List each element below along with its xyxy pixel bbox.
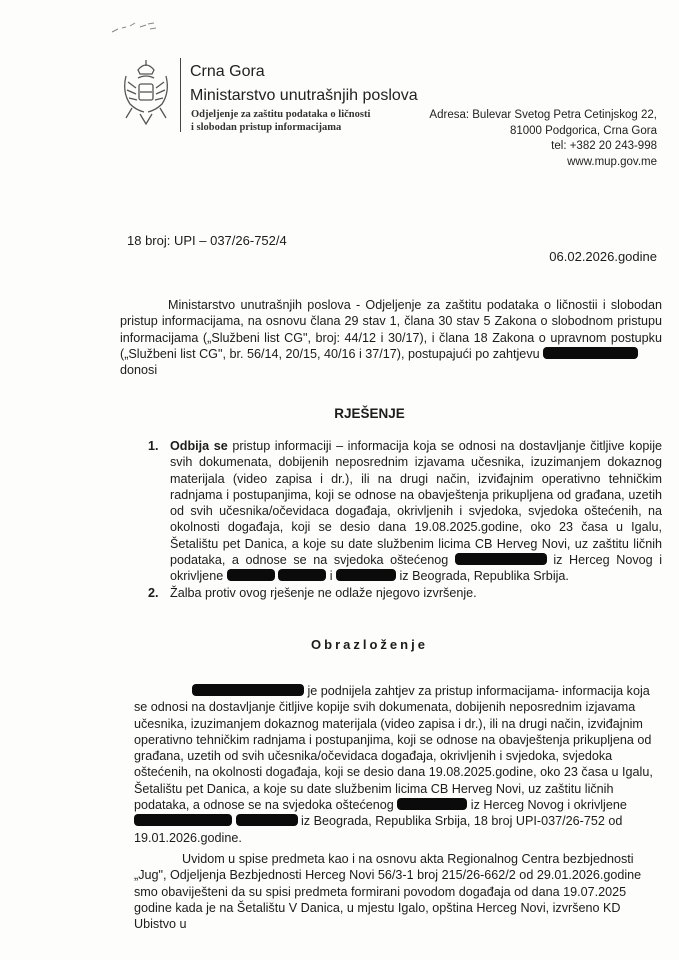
decision-item-1 — [148, 438, 662, 585]
item-text: iz Beograda, Republika Srbija. — [396, 569, 569, 584]
redacted-name — [397, 798, 467, 810]
item-text: iz Herceg Novog i okrivljene — [170, 553, 663, 584]
decision-title: RJEŠENJE — [334, 406, 405, 421]
intro-donosi: donosi — [120, 363, 158, 378]
item-text: Žalba protiv ovog rješenje ne odlaže njegovo izvršenje. — [170, 585, 477, 600]
reasoning-title: Obrazloženje — [311, 637, 428, 652]
item-number: 2. — [148, 585, 159, 600]
reasoning-text: iz Herceg Novog i okrivljene — [467, 798, 627, 813]
item-text: i — [326, 569, 336, 584]
header-divider — [180, 58, 181, 132]
redacted-name — [227, 569, 275, 581]
redacted-name — [543, 347, 638, 359]
redacted-name — [336, 569, 396, 581]
address-line-1: Adresa: Bulevar Svetog Petra Cetinjskog 22, — [429, 109, 657, 121]
pen-scribble-mark — [110, 18, 170, 36]
redacted-name — [236, 814, 298, 826]
redacted-name — [455, 553, 547, 565]
document-date: 06.02.2026.godine — [549, 249, 657, 264]
phone-number: tel: +382 20 243-998 — [551, 140, 657, 152]
redacted-name — [192, 684, 304, 696]
reasoning-text: iz Beograda, Republika Srbija, 18 broj UPI-037/26-752 od 19.01.2026.godine. — [134, 814, 623, 845]
item-number: 1. — [148, 439, 159, 453]
ministry-name: Ministarstvo unutrašnjih poslova — [190, 87, 418, 104]
website-url: www.mup.gov.me — [567, 155, 657, 168]
intro-text: Ministarstvo unutrašnjih poslova - Odjeljenje za zaštitu podataka o ličnostii i slobodan pristup informacijama, na osnovu člana 29 stav 1, člana 30 stav 5 Zakona o slobodnom pristupu informacijama („Službeni list CG", broj: 44/12 i 30/17), i člana 18 Zakona o upravnom postupku („Službeni list CG", br. 56/14, 20/15, 40/16 i 37/17), postupajući po zahtjevu — [120, 298, 662, 361]
reasoning-paragraph-1 — [134, 683, 662, 846]
reasoning-paragraph-2: Uvidom u spise predmeta kao i na osnovu akta Regionalnog Centra bezbjednosti „Jug", Odjeljenja Bezbjednosti Herceg Novi 56/3-1 broj 215/26-662/2 od 29.01.2026.godine smo obaviješteni da su spisi predmeta formirani povodom događaja od dana 19.07.2025 godine kada je na Šetalištu V Danica, u mjestu Igalo, opština Herceg Novi, izvršeno KD Ubistvo u — [134, 852, 642, 932]
reasoning-text: je podnijela zahtjev za pristup informacijama- informacija koja se odnosi na dostavljanje čitljive kopije svih dokumenata, dobijenih neposrednim izjavama učesnika, izuzimanjem dokaznog materijala (video zapisa i dr.), ili na drugi način, izviđajnim operativno tehničkim radnjama i postupanjima, koji se odnose na obavještenja prikupljena od građana, uzetih od svih učesnika/očevidaca događaja, okrivljenih i svjedoka, svjedoka oštećenih, na okolnosti događaja, koji se desio dana 19.08.2025.godine, oko 23 časa u Igalu, Šetalištu pet Danica, a koje su date službenim licima CB Herveg Novi, uz zaštitu ličnih podataka, a odnose se na svjedoka oštećenog — [134, 684, 653, 813]
redacted-name — [134, 814, 232, 826]
decision-list — [148, 438, 662, 601]
item-lead: Odbija se — [170, 439, 228, 453]
reasoning-text — [232, 814, 236, 828]
decision-item-2 — [148, 585, 662, 601]
address-line-2: 81000 Podgorica, Crna Gora — [509, 124, 657, 137]
reference-number: 18 broj: UPI – 037/26-752/4 — [127, 233, 287, 248]
address-block — [429, 108, 657, 170]
department-line-2: i slobodan pristup informacijama — [191, 122, 342, 133]
intro-paragraph — [120, 297, 662, 378]
redacted-name — [278, 569, 326, 581]
item-text: pristup informaciji – informacija koja se odnosi na dostavljanje čitljive kopije svih dokumenata, dobijenih neposrednim izjavama učesnika, izuzimanjem dokaznog materijala (video zapisa i dr.), ili na drugi način, izviđajnim operativno tehničkim radnjama i postupanjima, koji se odnose na obavještenja prikupljena od građana, uzetih od svih učesnika/očevidaca događaja, okrivljenih i svjedoka, svjedoka oštećenih, na okolnosti događaja, koji se desio dana 19.08.2025.godine, oko 23 časa u Igalu, Šetalištu pet Danica, a koje su date službenim licima CB Herveg Novi, uz zaštitu ličnih podataka, a odnose se na svjedoka oštećenog — [170, 439, 662, 568]
department-name — [191, 108, 370, 134]
department-line-1: Odjeljenje za zaštitu podataka o ličnosti — [191, 109, 371, 120]
country-name: Crna Gora — [190, 63, 265, 80]
coat-of-arms-icon — [118, 58, 174, 128]
